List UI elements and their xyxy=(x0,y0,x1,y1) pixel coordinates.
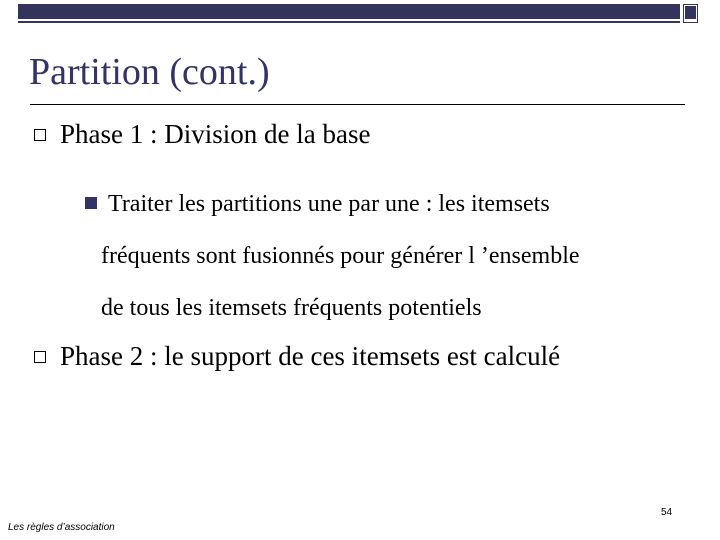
sub-bullet-line-text: de tous les itemsets fréquents potentiels xyxy=(101,295,482,321)
bullet-phase-1-text: Phase 1 : Division de la base xyxy=(60,119,371,149)
footer-text: Les règles d’association xyxy=(8,522,115,533)
sub-bullet-line xyxy=(85,282,685,334)
sub-bullet-line xyxy=(85,230,685,282)
bullet-phase-2-text: Phase 2 : le support de ces itemsets est calculé xyxy=(60,341,561,371)
bullet-phase-2 xyxy=(34,341,560,372)
sub-bullet-line-text: fréquents sont fusionnés pour générer l ’ensemble xyxy=(101,243,580,269)
hollow-square-icon xyxy=(34,129,46,141)
bullet-phase-1 xyxy=(34,119,370,150)
header-decorative-bar xyxy=(18,4,680,19)
slide-title: Partition (cont.) xyxy=(29,51,270,93)
page-number: 54 xyxy=(661,507,673,518)
header-decorative-line xyxy=(18,21,680,23)
sub-bullet-phase-1 xyxy=(85,178,685,334)
corner-decoration-icon xyxy=(683,4,698,23)
filled-square-icon xyxy=(85,197,97,209)
title-divider xyxy=(30,104,685,105)
sub-bullet-line xyxy=(85,178,685,230)
sub-bullet-line-text: Traiter les partitions une par une : les itemsets xyxy=(108,191,550,217)
hollow-square-icon xyxy=(34,351,46,363)
